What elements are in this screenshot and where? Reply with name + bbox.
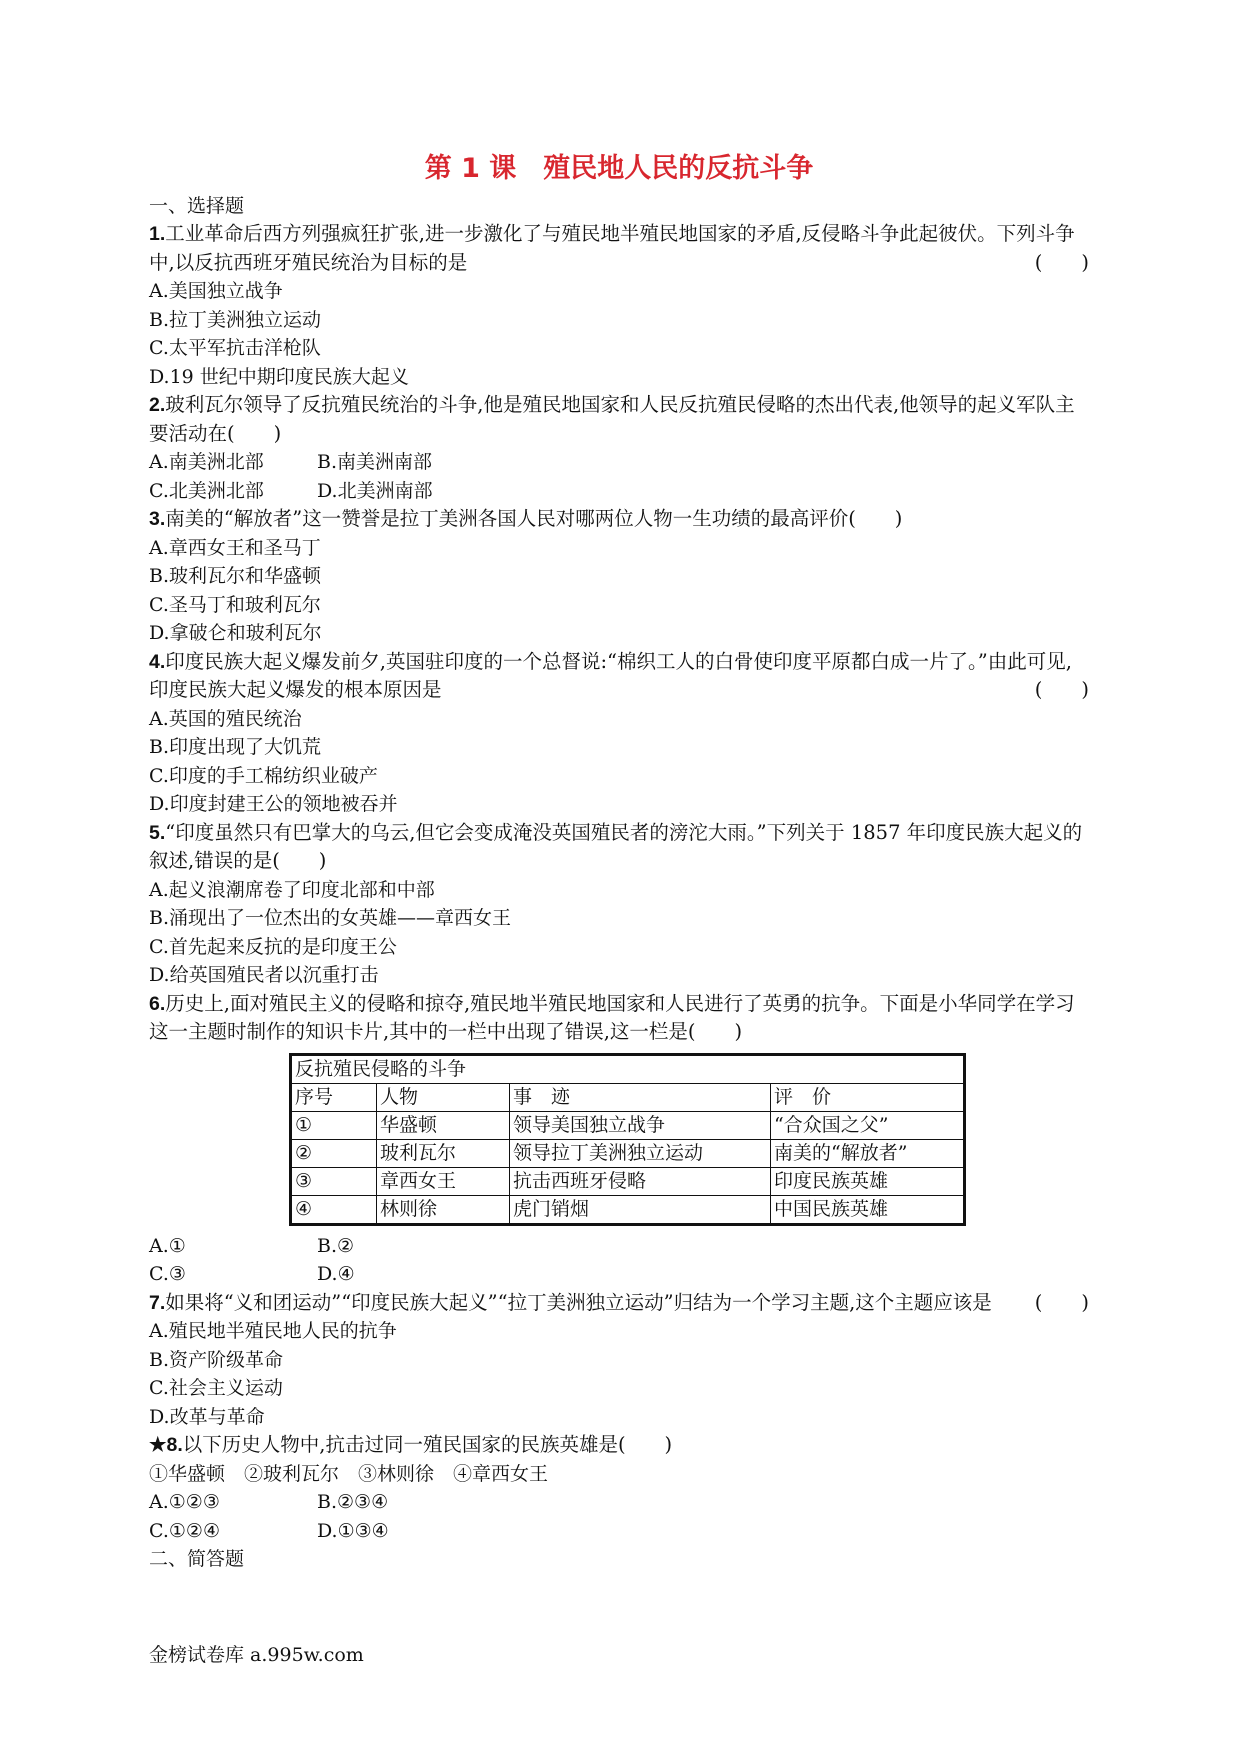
question-number: 3. <box>149 508 166 530</box>
question-2 <box>149 391 1089 448</box>
table-cell: “合众国之父” <box>771 1111 965 1139</box>
option: A.英国的殖民统治 <box>149 707 302 730</box>
option: C.太平军抗击洋枪队 <box>149 337 321 359</box>
table-cell: ② <box>291 1139 377 1167</box>
option: B.资产阶级革命 <box>149 1348 284 1371</box>
option: D.19 世纪中期印度民族大起义 <box>149 365 409 388</box>
question-3 <box>149 505 1089 534</box>
option: D.①③④ <box>317 1519 389 1542</box>
column-header: 人物 <box>377 1083 510 1111</box>
option: B.玻利瓦尔和华盛顿 <box>149 565 322 587</box>
option: D.拿破仑和玻利瓦尔 <box>149 622 322 644</box>
table-cell: 林则徐 <box>377 1195 510 1224</box>
option: C.圣马丁和玻利瓦尔 <box>149 593 321 616</box>
question-number: 5. <box>149 821 166 844</box>
option: D.给英国殖民者以沉重打击 <box>149 964 379 986</box>
option-row <box>149 1488 1089 1517</box>
answer-blank: ( ) <box>1034 1290 1089 1314</box>
question-stem: 印度民族大起义爆发前夕,英国驻印度的一个总督说:“棉织工人的白骨使印度平原都白成一片了。”由此可见,印度民族大起义爆发的根本原因是 <box>149 649 1072 701</box>
table-caption: 反抗殖民侵略的斗争 <box>291 1054 965 1083</box>
table-cell: 中国民族英雄 <box>771 1195 965 1224</box>
option: C.①②④ <box>149 1519 220 1542</box>
option: C.社会主义运动 <box>149 1377 283 1399</box>
table-row <box>291 1111 965 1139</box>
table-cell: 华盛顿 <box>377 1111 510 1139</box>
option: B.涌现出了一位杰出的女英雄——章西女王 <box>149 907 512 929</box>
table-cell: 南美的“解放者” <box>771 1139 965 1167</box>
table-row <box>291 1139 965 1167</box>
option: B.② <box>317 1234 355 1257</box>
table-cell: 领导拉丁美洲独立运动 <box>510 1139 771 1167</box>
table-header-row <box>291 1083 965 1111</box>
question-7 <box>149 1289 1089 1318</box>
option: C.首先起来反抗的是印度王公 <box>149 935 397 958</box>
question-stem: 如果将“义和团运动”“印度民族大起义”“拉丁美洲独立运动”归结为一个学习主题,这个主题应该是 <box>165 1290 992 1314</box>
page-title: 第 1 课 殖民地人民的反抗斗争 <box>424 153 814 184</box>
option: B.②③④ <box>317 1491 389 1513</box>
option-row <box>149 1260 1089 1289</box>
option: A.起义浪潮席卷了印度北部和中部 <box>149 878 435 901</box>
question-4 <box>149 648 1089 705</box>
table-cell: 领导美国独立战争 <box>510 1111 771 1139</box>
answer-blank: ( ) <box>1034 250 1089 274</box>
question-number: 7. <box>149 1291 166 1314</box>
table-caption-row <box>291 1054 965 1083</box>
knowledge-card-table <box>289 1053 966 1226</box>
table-row <box>291 1195 965 1224</box>
question-number: 2. <box>149 394 166 416</box>
question-6 <box>149 990 1089 1047</box>
question-number: 4. <box>149 650 166 673</box>
option: A.①②③ <box>149 1491 220 1513</box>
question-stem: “印度虽然只有巴掌大的乌云,但它会变成淹没英国殖民者的滂沱大雨。”下列关于 1857 年印度民族大起义的叙述,错误的是( ) <box>149 820 1083 872</box>
table-cell: ④ <box>291 1195 377 1224</box>
column-header: 序号 <box>291 1083 377 1111</box>
column-header: 事 迹 <box>510 1083 771 1111</box>
option: A.① <box>149 1234 186 1257</box>
option-row <box>149 448 1089 477</box>
option: C.印度的手工棉纺织业破产 <box>149 764 378 787</box>
table-cell: 抗击西班牙侵略 <box>510 1167 771 1195</box>
option: A.美国独立战争 <box>149 280 283 302</box>
question-items: ①华盛顿 ②玻利瓦尔 ③林则徐 ④章西女王 <box>149 1462 549 1485</box>
question-number: ★8. <box>149 1434 183 1456</box>
option: D.改革与革命 <box>149 1405 265 1428</box>
section-heading-short-answer: 二、简答题 <box>149 1548 245 1570</box>
answer-blank: ( ) <box>1034 678 1089 701</box>
question-1 <box>149 220 1089 277</box>
option: C.③ <box>149 1263 186 1285</box>
option-row <box>149 477 1089 506</box>
option: C.北美洲北部 <box>149 479 264 502</box>
option-row <box>149 1517 1089 1546</box>
table-cell: 虎门销烟 <box>510 1195 771 1224</box>
option: B.印度出现了大饥荒 <box>149 736 322 758</box>
option: D.北美洲南部 <box>317 479 433 502</box>
option: B.拉丁美洲独立运动 <box>149 308 322 331</box>
question-stem: 以下历史人物中,抗击过同一殖民国家的民族英雄是( ) <box>182 1433 673 1456</box>
option: A.南美洲北部 <box>149 451 264 473</box>
table-cell: 章西女王 <box>377 1167 510 1195</box>
table-cell: 印度民族英雄 <box>771 1167 965 1195</box>
table-row <box>291 1167 965 1195</box>
question-number: 1. <box>149 223 166 245</box>
table-cell: ③ <box>291 1167 377 1195</box>
table-cell: 玻利瓦尔 <box>377 1139 510 1167</box>
option: A.章西女王和圣马丁 <box>149 536 321 559</box>
question-stem: 历史上,面对殖民主义的侵略和掠夺,殖民地半殖民地国家和人民进行了英勇的抗争。下面是小华同学在学习这一主题时制作的知识卡片,其中的一栏中出现了错误,这一栏是( ) <box>149 991 1075 1043</box>
option: D.印度封建王公的领地被吞并 <box>149 793 398 815</box>
question-number: 6. <box>149 992 166 1015</box>
question-stem: 玻利瓦尔领导了反抗殖民统治的斗争,他是殖民地国家和人民反抗殖民侵略的杰出代表,他领导的起义军队主要活动在( ) <box>149 393 1075 445</box>
option: B.南美洲南部 <box>317 451 433 473</box>
document-page <box>149 150 1089 1573</box>
option: D.④ <box>317 1263 355 1285</box>
question-stem: 工业革命后西方列强疯狂扩张,进一步激化了与殖民地半殖民地国家的矛盾,反侵略斗争此起彼伏。下列斗争中,以反抗西班牙殖民统治为目标的是 <box>149 222 1075 274</box>
footer-watermark-text: 金榜试卷库 a.995w.com <box>149 1644 364 1666</box>
section-heading-choice: 一、选择题 <box>149 195 245 217</box>
table-cell: ① <box>291 1111 377 1139</box>
question-stem: 南美的“解放者”这一赞誉是拉丁美洲各国人民对哪两位人物一生功绩的最高评价( ) <box>165 507 903 530</box>
column-header: 评 价 <box>771 1083 965 1111</box>
question-8 <box>149 1431 1089 1460</box>
option-row <box>149 1232 1089 1261</box>
question-5 <box>149 819 1089 876</box>
option: A.殖民地半殖民地人民的抗争 <box>149 1320 397 1342</box>
